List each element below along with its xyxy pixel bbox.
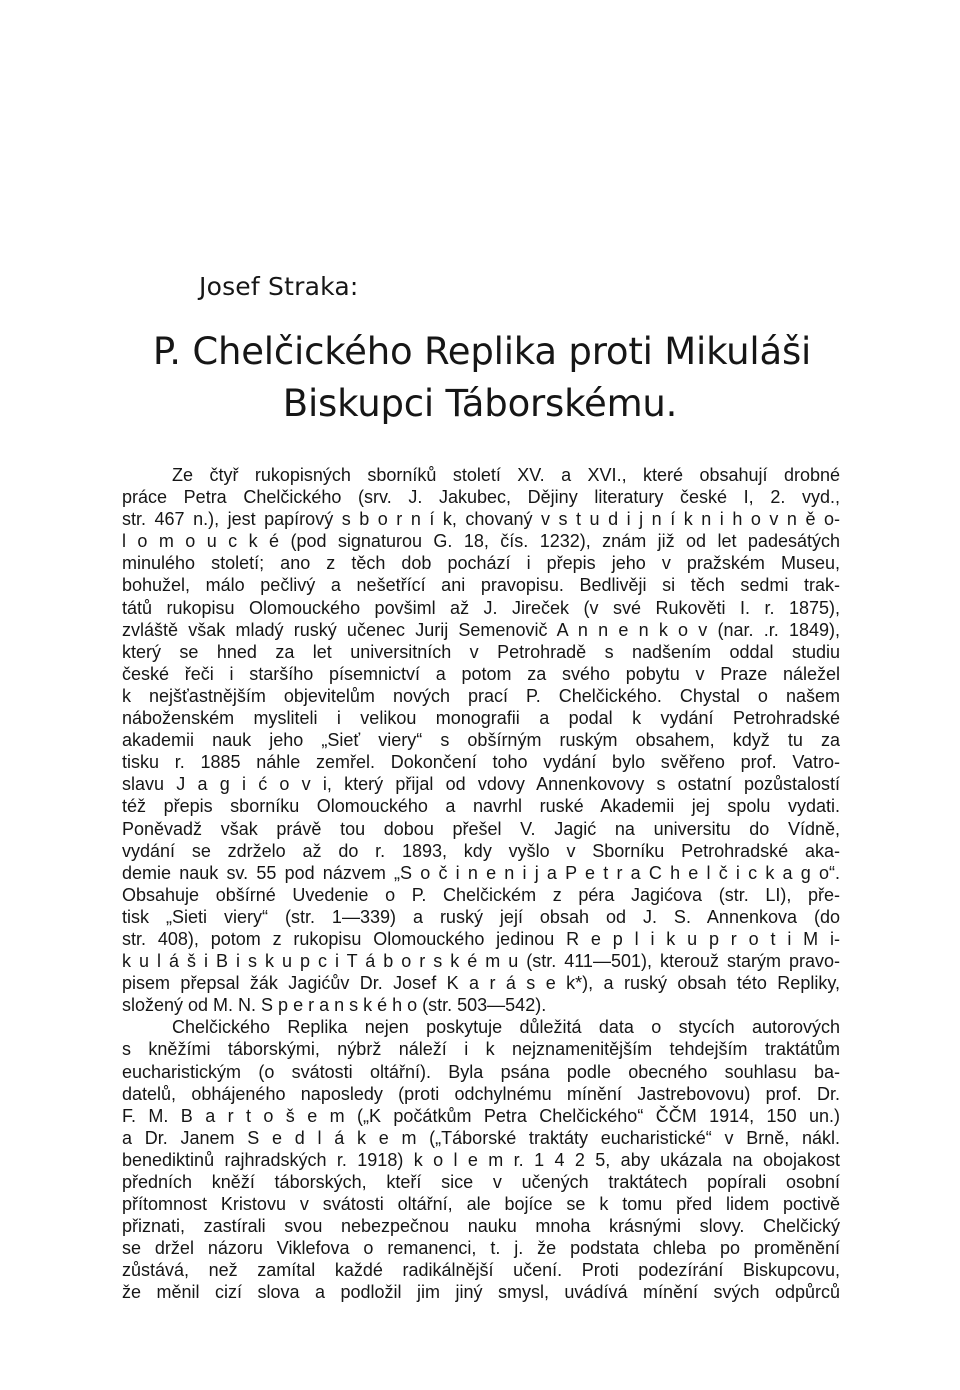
text-line: Poněvadž však právě tou dobou přešel V. Jagić na universitu do Vídně, (122, 818, 840, 839)
text-line: tisk „Sieti viery“ (str. 1—339) a ruský její obsah od J. S. Annenkova (do (122, 906, 840, 927)
text-line: minulého století; ano z těch dob pochází i přepis jeho v pražském Museu, (122, 553, 840, 574)
text-line: náboženském mysliteli i velikou monografii a podal k vydání Petrohradské (122, 708, 840, 729)
text-line: l o m o u c k é (pod signaturou G. 18, čís. 1232), znám již od let padesátých (122, 531, 840, 552)
text-line: bohužel, málo pečlivý a nešetřící ani pravopisu. Bedlivěji si těch sedmi trak- (122, 575, 840, 596)
paragraph (122, 464, 840, 1016)
text-line: benediktinů rajhradských r. 1918) k o l e m r. 1 4 2 5, aby ukázala na obojakost (122, 1149, 840, 1170)
author-name: Josef Straka: (199, 272, 359, 301)
text-line: Chelčického Replika nejen poskytuje důležitá data o stycích autorových (172, 1017, 840, 1038)
text-line: přítomnost Kristovu v svátosti oltářní, ale bojíce se k tomu před lidem poctivě (122, 1194, 840, 1215)
text-line: slavu J a g i ć o v i, který přijal od vdovy Annenkovovy s ostatní pozůstalostí (122, 774, 840, 795)
text-line: zůstává, než zamítal každé radikálnější učení. Proti podezírání Biskupcovu, (122, 1260, 840, 1281)
text-line: demie nauk sv. 55 pod názvem „S o č i n e n i j a P e t r a C h e l č i c k a g o“. (122, 862, 840, 883)
text-line: práce Petra Chelčického (srv. J. Jakubec, Dějiny literatury české I, 2. vyd., (122, 487, 840, 508)
text-line: přiznati, zastírali svou nebezpečnou nauku mnoha krásnými slovy. Chelčický (122, 1216, 840, 1237)
text-line: tisku r. 1885 náhle zemřel. Dokončení toho vydání bylo svěřeno prof. Vatro- (122, 752, 840, 773)
text-line: F. M. B a r t o š e m („K počátkům Petra Chelčického“ ČČM 1914, 150 un.) (122, 1105, 840, 1126)
text-line: Ze čtyř rukopisných sborníků století XV. a XVI., které obsahují drobné (172, 465, 840, 485)
text-line: předních kněží táborských, kteří sice v učených traktátech popírali osobní (122, 1172, 840, 1192)
title-line: P. Chelčického Replika proti Mikuláši (152, 330, 812, 373)
text-line: str. 408), potom z rukopisu Olomouckého jedinou R e p l i k u p r o t i M i- (122, 928, 840, 949)
text-line: složený od M. N. S p e r a n s k é h o (str. 503—542). (122, 995, 547, 1016)
document-title (0, 326, 960, 430)
text-line: též přepis sborníku Olomouckého a navrhl ruské Akademii jej spolu vydati. (122, 796, 840, 817)
body-text (122, 464, 840, 1304)
text-line: tátů rukopisu Olomouckého povšiml až J. Jireček (v své Rukověti I. r. 1875), (122, 597, 840, 618)
text-line: datelů, obhájeného naposledy (proti odchylnému mínění Jastrebovovu) prof. Dr. (122, 1083, 840, 1104)
text-line: vydání se zdrželo až do r. 1893, kdy vyšlo v Sborníku Petrohradské aka- (122, 840, 840, 861)
text-line: k nejšťastnějším objevitelům nových prací P. Chelčického. Chystal o našem (122, 685, 840, 706)
text-line: se držel názoru Viklefova o remanenci, t. j. že podstata chleba po proměnění (122, 1238, 840, 1259)
text-line: a Dr. Janem S e d l á k e m („Táborské traktáty eucharistické“ v Brně, nákl. (122, 1127, 840, 1148)
title-line: Biskupci Táborskému. (282, 382, 678, 425)
text-line: eucharistickým (o svátosti oltářní). Byla psána podle obecného souhlasu ba- (122, 1061, 840, 1082)
text-line: že měnil cizí slova a podložil jim jiný smysl, uvádívá mínění svých odpůrců (122, 1282, 840, 1303)
text-line: pisem přepsal žák Jagićův Dr. Josef K a r á s e k*), a ruský obsah této Repliky, (122, 973, 840, 994)
text-line: k u l á š i B i s k u p c i T á b o r s k é m u (str. 411—501), kterouž starým pravo- (122, 951, 840, 972)
paragraph (122, 1016, 840, 1303)
text-line: české řeči i staršího písemnictví a potom za svého pobytu v Praze náležel (122, 663, 840, 684)
text-line: akademii nauk jeho „Sieť viery“ s obšírným ruským obsahem, když tu za (122, 730, 840, 751)
text-line: s kněžími táborskými, nýbrž náleží i k nejznamenitějším tehdejším traktátům (122, 1039, 840, 1060)
text-line: zvláště však mladý ruský učenec Jurij Semenovič A n n e n k o v (nar. .r. 1849), (122, 619, 840, 640)
text-line: Obsahuje obšírné Uvedenie o P. Chelčickém z péra Jagićova (str. LI), pře- (122, 884, 840, 905)
text-line: str. 467 n.), jest papírový s b o r n í k, chovaný v s t u d i j n í k n i h o v n ě o- (122, 509, 840, 530)
text-line: který se hned za let universitních v Petrohradě s nadšením oddal studiu (122, 641, 840, 662)
